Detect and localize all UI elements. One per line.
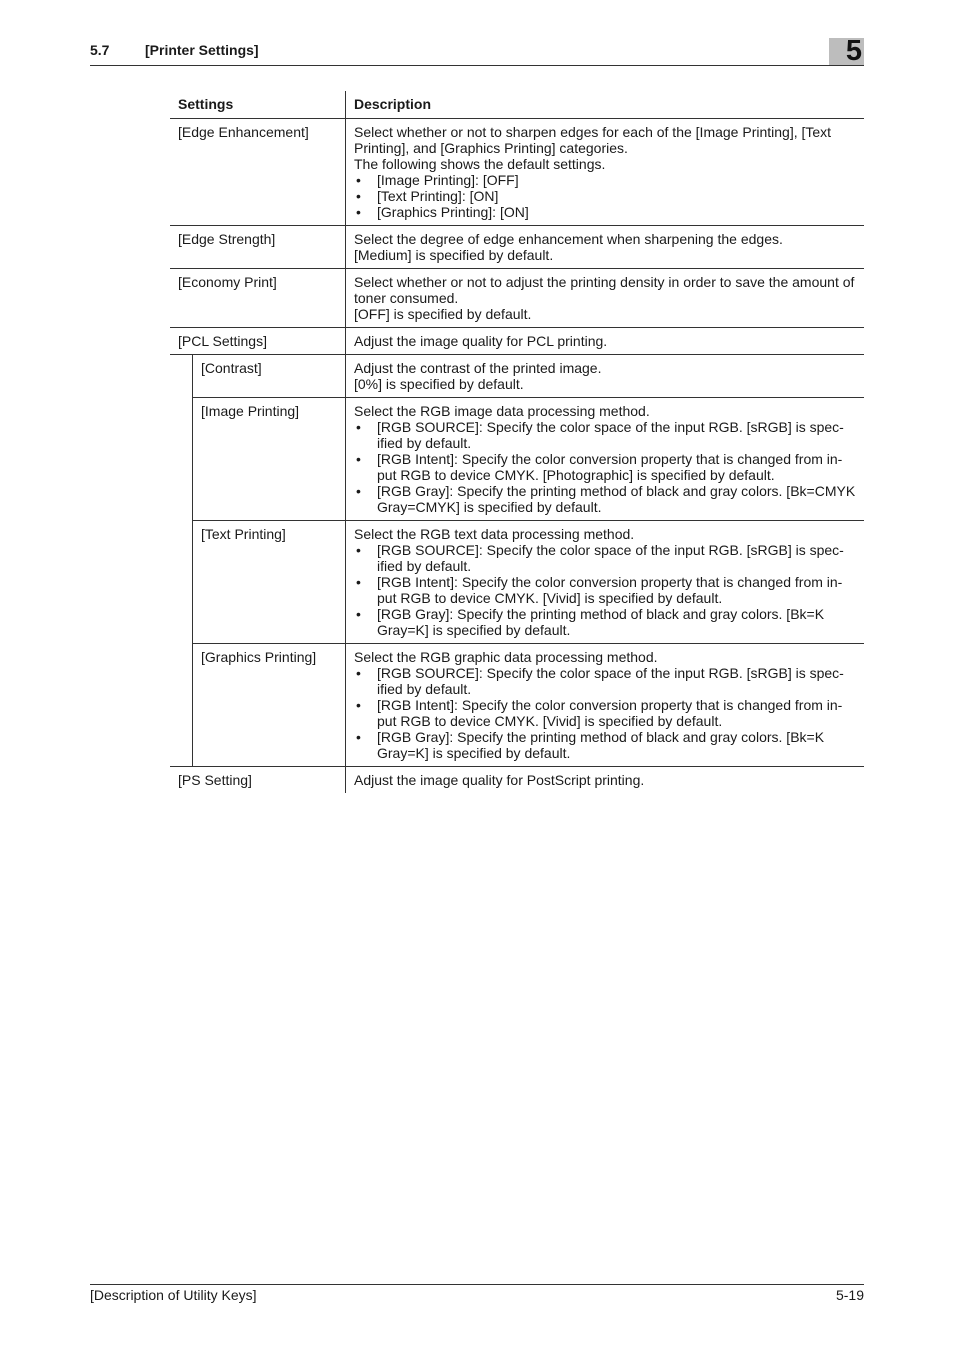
setting-description — [346, 119, 865, 226]
table-row-sub — [170, 398, 864, 521]
table-row — [170, 226, 864, 269]
bullet-item: • [Text Printing]: [ON] — [354, 188, 856, 204]
description-line: The following shows the default settings. — [354, 156, 606, 172]
chapter-badge — [829, 35, 864, 67]
section-number: 5.7 — [90, 42, 110, 58]
description-line: Select the RGB text data processing method. — [354, 526, 635, 542]
column-header-settings: Settings — [170, 91, 346, 119]
setting-name: [Image Printing] — [193, 398, 346, 521]
setting-name: [Graphics Printing] — [193, 644, 346, 767]
bullet-item: • [RGB SOURCE]: Specify the color space of the input RGB. [sRGB] is spec-ified by default. — [354, 419, 856, 451]
setting-name: [PCL Settings] — [170, 328, 346, 355]
setting-description — [346, 767, 865, 794]
table-header-row — [170, 91, 864, 119]
bullet-list — [354, 665, 856, 761]
bullet-list — [354, 542, 856, 638]
bullet-item: • [RGB Intent]: Specify the color conversion property that is changed from in-put RGB to device CMYK. [Vivid] is specified by default. — [354, 574, 856, 606]
page-footer — [90, 1284, 864, 1314]
chapter-number: 5 — [845, 35, 862, 67]
description-line: [Medium] is specified by default. — [354, 247, 554, 263]
indent-column — [170, 355, 193, 767]
bullet-item: • [RGB Gray]: Specify the printing method of black and gray colors. [Bk=K Gray=K] is specified by default. — [354, 606, 856, 638]
bullet-item: • [RGB Intent]: Specify the color conversion property that is changed from in-put RGB to device CMYK. [Photographic] is specified by default. — [354, 451, 856, 483]
table-row — [170, 119, 864, 226]
setting-description — [346, 398, 865, 521]
description-line: Select the degree of edge enhancement when sharpening the edges. — [354, 231, 783, 247]
description-line: Select whether or not to adjust the printing density in order to save the amount of toner consumed. — [354, 274, 855, 306]
description-line: Adjust the contrast of the printed image. — [354, 360, 602, 376]
setting-description — [346, 328, 865, 355]
column-header-description: Description — [346, 91, 865, 119]
page-header — [90, 42, 864, 66]
description-line: Adjust the image quality for PCL printing. — [354, 333, 608, 349]
bullet-item: • [Image Printing]: [OFF] — [354, 172, 856, 188]
setting-name: [PS Setting] — [170, 767, 346, 794]
table-row-sub — [170, 521, 864, 644]
footer-chapter-title: [Description of Utility Keys] — [90, 1287, 257, 1303]
bullet-item: • [RGB SOURCE]: Specify the color space of the input RGB. [sRGB] is spec-ified by default. — [354, 665, 856, 697]
description-line: Select the RGB image data processing method. — [354, 403, 650, 419]
setting-description — [346, 269, 865, 328]
bullet-item: • [Graphics Printing]: [ON] — [354, 204, 856, 220]
settings-table — [170, 91, 864, 793]
setting-description — [346, 521, 865, 644]
bullet-item: • [RGB Intent]: Specify the color conversion property that is changed from in-put RGB to device CMYK. [Vivid] is specified by default. — [354, 697, 856, 729]
setting-description — [346, 644, 865, 767]
setting-description — [346, 226, 865, 269]
bullet-item: • [RGB Gray]: Specify the printing method of black and gray colors. [Bk=K Gray=K] is specified by default. — [354, 729, 856, 761]
table-row — [170, 767, 864, 794]
footer-rule — [90, 1284, 864, 1285]
setting-name: [Edge Strength] — [170, 226, 346, 269]
bullet-item: • [RGB Gray]: Specify the printing method of black and gray colors. [Bk=CMYK Gray=CMYK] is specified by default. — [354, 483, 856, 515]
setting-description — [346, 355, 865, 398]
table-row-sub — [170, 355, 864, 398]
setting-name: [Text Printing] — [193, 521, 346, 644]
section-title: [Printer Settings] — [145, 42, 259, 58]
description-line: Select whether or not to sharpen edges for each of the [Image Printing], [Text Printing], and [Graphics Printing] categories. — [354, 124, 832, 156]
setting-name: [Economy Print] — [170, 269, 346, 328]
page-number: 5-19 — [835, 1287, 864, 1303]
description-line: [0%] is specified by default. — [354, 376, 524, 392]
bullet-item: • [RGB SOURCE]: Specify the color space of the input RGB. [sRGB] is spec-ified by default. — [354, 542, 856, 574]
description-line: [OFF] is specified by default. — [354, 306, 532, 322]
bullet-list — [354, 419, 856, 515]
description-line: Adjust the image quality for PostScript printing. — [354, 772, 645, 788]
table-row — [170, 328, 864, 355]
setting-name: [Contrast] — [193, 355, 346, 398]
setting-name: [Edge Enhancement] — [170, 119, 346, 226]
bullet-list — [354, 172, 856, 220]
header-rule — [90, 65, 864, 66]
table-row-sub — [170, 644, 864, 767]
table-row — [170, 269, 864, 328]
description-line: Select the RGB graphic data processing method. — [354, 649, 658, 665]
